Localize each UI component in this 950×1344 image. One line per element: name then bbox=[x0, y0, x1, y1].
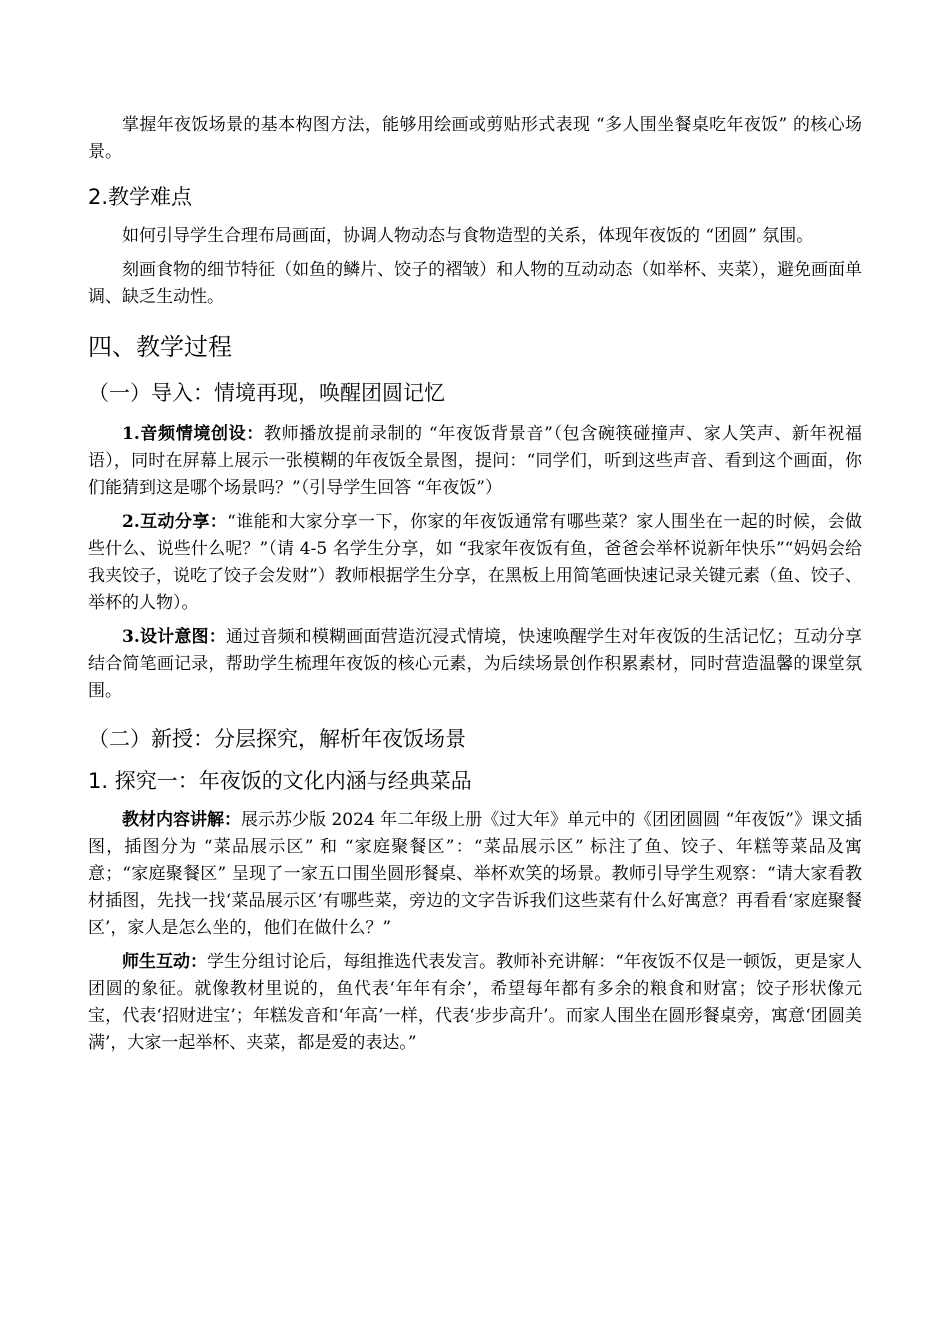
part1-heading: （一）导入：情境再现，唤醒团圆记忆 bbox=[88, 381, 445, 405]
part2-item2-label: 师生互动： bbox=[122, 952, 208, 972]
part1-item1 bbox=[88, 421, 862, 502]
process-heading: 四、教学过程 bbox=[88, 333, 232, 361]
document-page bbox=[88, 112, 862, 1064]
part2-heading: （二）新授：分层探究，解析年夜饭场景 bbox=[88, 727, 466, 751]
part2-item1-text: 展示苏少版 2024 年二年级上册《过大年》单元中的《团团圆圆 “年夜饭”》课文插图，插图分为 “菜品展示区” 和 “家庭聚餐区”：“菜品展示区” 标注了鱼、饺子、年糕等菜品及寓意；“家庭聚餐区” 呈现了一家五口围坐圆形餐桌、举杯欢笑的场景。教师引导学生观察：“请大家看教材插图，先找一找‘菜品展示区’有哪些菜，旁边的文字告诉我们这些菜有什么好寓意？再看看‘家庭聚餐区’，家人是怎么坐的，他们在做什么？” bbox=[88, 810, 863, 938]
part2-item2-text: 学生分组讨论后，每组推选代表发言。教师补充讲解：“年夜饭不仅是一顿饭，更是家人团圆的象征。就像教材里说的，鱼代表‘年年有余’，希望每年都有多余的粮食和财富；饺子形状像元宝，代表‘招财进宝’；年糕发音和‘年高’一样，代表‘步步高升’。而家人围坐在圆形餐桌旁，寓意‘团圆美满’，大家一起举杯、夹菜，都是爱的表达。” bbox=[88, 952, 862, 1053]
part1-item1-text: 教师播放提前录制的 “年夜饭背景音”（包含碗筷碰撞声、家人笑声、新年祝福语），同时在屏幕上展示一张模糊的年夜饭全景图，提问：“同学们，听到这些声音、看到这个画面，你们能猜到这是哪个场景吗？”（引导学生回答 “年夜饭”） bbox=[88, 424, 862, 498]
part2-item1-label: 教材内容讲解： bbox=[122, 810, 242, 830]
part1-item3 bbox=[88, 624, 862, 705]
part1-item1-label: 1.音频情境创设： bbox=[122, 424, 264, 444]
difficulty-paragraph-2: 刻画食物的细节特征（如鱼的鳞片、饺子的褶皱）和人物的互动动态（如举杯、夹菜），避免画面单调、缺乏生动性。 bbox=[88, 260, 862, 307]
part1-item2 bbox=[88, 509, 862, 617]
part1-item2-label: 2.互动分享： bbox=[122, 512, 228, 532]
part2-item1 bbox=[88, 807, 862, 942]
part1-item2-text: “谁能和大家分享一下，你家的年夜饭通常有哪些菜？家人围坐在一起的时候，会做些什么、说些什么呢？”（请 4-5 名学生分享，如 “我家年夜饭有鱼，爸爸会举杯说新年快乐”“妈妈会给我夹饺子，说吃了饺子会发财”）教师根据学生分享，在黑板上用简笔画快速记录关键元素（鱼、饺子、举杯的人物）。 bbox=[88, 512, 862, 613]
difficulty-paragraph-1: 如何引导学生合理布局画面，协调人物动态与食物造型的关系，体现年夜饭的 “团圆” 氛围。 bbox=[122, 226, 814, 246]
difficulty-heading: 2.教学难点 bbox=[88, 185, 193, 209]
part1-item3-text: 通过音频和模糊画面营造沉浸式情境，快速唤醒学生对年夜饭的生活记忆；互动分享结合简笔画记录，帮助学生梳理年夜饭的核心元素，为后续场景创作积累素材，同时营造温馨的课堂氛围。 bbox=[88, 627, 863, 701]
part1-item3-label: 3.设计意图： bbox=[122, 627, 226, 647]
part2-subheading: 1. 探究一：年夜饭的文化内涵与经典菜品 bbox=[88, 769, 472, 793]
part2-item2 bbox=[88, 949, 862, 1057]
intro-paragraph: 掌握年夜饭场景的基本构图方法，能够用绘画或剪贴形式表现 “多人围坐餐桌吃年夜饭” 的核心场景。 bbox=[88, 115, 862, 162]
